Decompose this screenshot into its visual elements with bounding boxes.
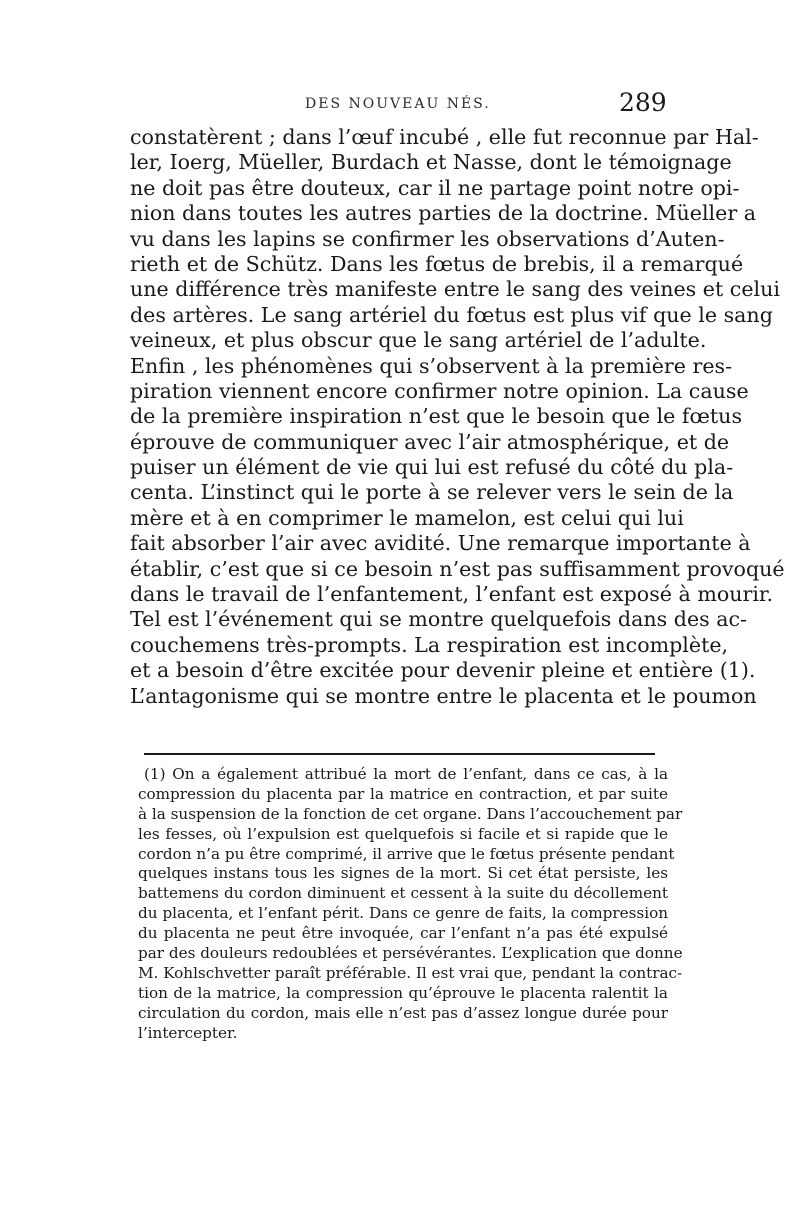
text-line: veineux, et plus obscur que le sang artériel de l’adulte.: [130, 328, 707, 353]
text-line: piration viennent encore confirmer notre opinion. La cause: [130, 378, 749, 403]
footnote-line: du placenta ne peut être invoquée, car l’enfant n’a pas été expulsé: [138, 924, 668, 943]
footnote-line: les fesses, où l’expulsion est quelquefois si facile et si rapide que le: [138, 824, 668, 843]
text-line: Enfin , les phénomènes qui s’observent à la première res-: [130, 353, 733, 378]
page-number: 289: [619, 88, 667, 117]
text-line: de la première inspiration n’est que le besoin que le fœtus: [130, 404, 743, 429]
text-line: Tel est l’événement qui se montre quelquefois dans des ac-: [130, 607, 748, 632]
footnote-line: du placenta, et l’enfant périt. Dans ce genre de faits, la compression: [138, 904, 668, 923]
footnote-line: battemens du cordon diminuent et cessent à la suite du décollement: [138, 884, 668, 903]
footnote-line: à la suspension de la fonction de cet organe. Dans l’accouchement par: [138, 804, 683, 823]
footnote-line: par des douleurs redoublées et persévérantes. L’explication que donne: [138, 944, 683, 963]
text-line: mère et à en comprimer le mamelon, est celui qui lui: [130, 505, 684, 530]
footnote-line: cordon n’a pu être comprimé, il arrive que le fœtus présente pendant: [138, 844, 675, 863]
text-line: ler, Ioerg, Müeller, Burdach et Nasse, dont le témoignage: [130, 150, 732, 175]
running-head: DES NOUVEAU NÉS.: [305, 96, 491, 112]
text-line: éprouve de communiquer avec l’air atmosphérique, et de: [130, 429, 730, 454]
text-line: couchemens très-prompts. La respiration est incomplète,: [130, 632, 729, 657]
text-line: établir, c’est que si ce besoin n’est pas suffisamment provoqué: [130, 556, 785, 581]
text-line: nion dans toutes les autres parties de la doctrine. Müeller a: [130, 201, 756, 226]
footnote-line: l’intercepter.: [138, 1023, 238, 1042]
text-line: L’antagonisme qui se montre entre le placenta et le poumon: [130, 683, 757, 708]
text-line: ne doit pas être douteux, car il ne partage point notre opi-: [130, 175, 740, 200]
footnote: [138, 765, 683, 1043]
footnote-rule: [144, 753, 655, 755]
text-line: dans le travail de l’enfantement, l’enfant est exposé à mourir.: [130, 582, 774, 607]
text-line: vu dans les lapins se confirmer les observations d’Auten-: [130, 226, 725, 251]
text-line: une différence très manifeste entre le sang des veines et celui: [130, 277, 780, 302]
text-line: fait absorber l’air avec avidité. Une remarque importante à: [130, 531, 751, 556]
text-line: rieth et de Schütz. Dans les fœtus de brebis, il a remarqué: [130, 251, 744, 276]
footnote-line: quelques instans tous les signes de la mort. Si cet état persiste, les: [138, 864, 668, 883]
main-text: [130, 125, 785, 709]
footnote-line: M. Kohlschvetter paraît préférable. Il est vrai que, pendant la contrac-: [138, 963, 683, 982]
text-line: puiser un élément de vie qui lui est refusé du côté du pla-: [130, 455, 734, 480]
footnote-line: compression du placenta par la matrice en contraction, et par suite: [138, 784, 668, 803]
footnote-line: tion de la matrice, la compression qu’éprouve le placenta ralentit la: [138, 983, 668, 1002]
text-line: des artères. Le sang artériel du fœtus est plus vif que le sang: [130, 302, 773, 327]
text-line: constatèrent ; dans l’œuf incubé , elle fut reconnue par Hal-: [130, 125, 759, 149]
text-line: et a besoin d’être excitée pour devenir pleine et entière (1).: [130, 658, 756, 683]
footnote-line: (1) On a également attribué la mort de l’enfant, dans ce cas, à la: [144, 765, 668, 783]
text-line: centa. L’instinct qui le porte à se relever vers le sein de la: [130, 480, 734, 505]
footnote-line: circulation du cordon, mais elle n’est pas d’assez longue durée pour: [138, 1003, 668, 1022]
